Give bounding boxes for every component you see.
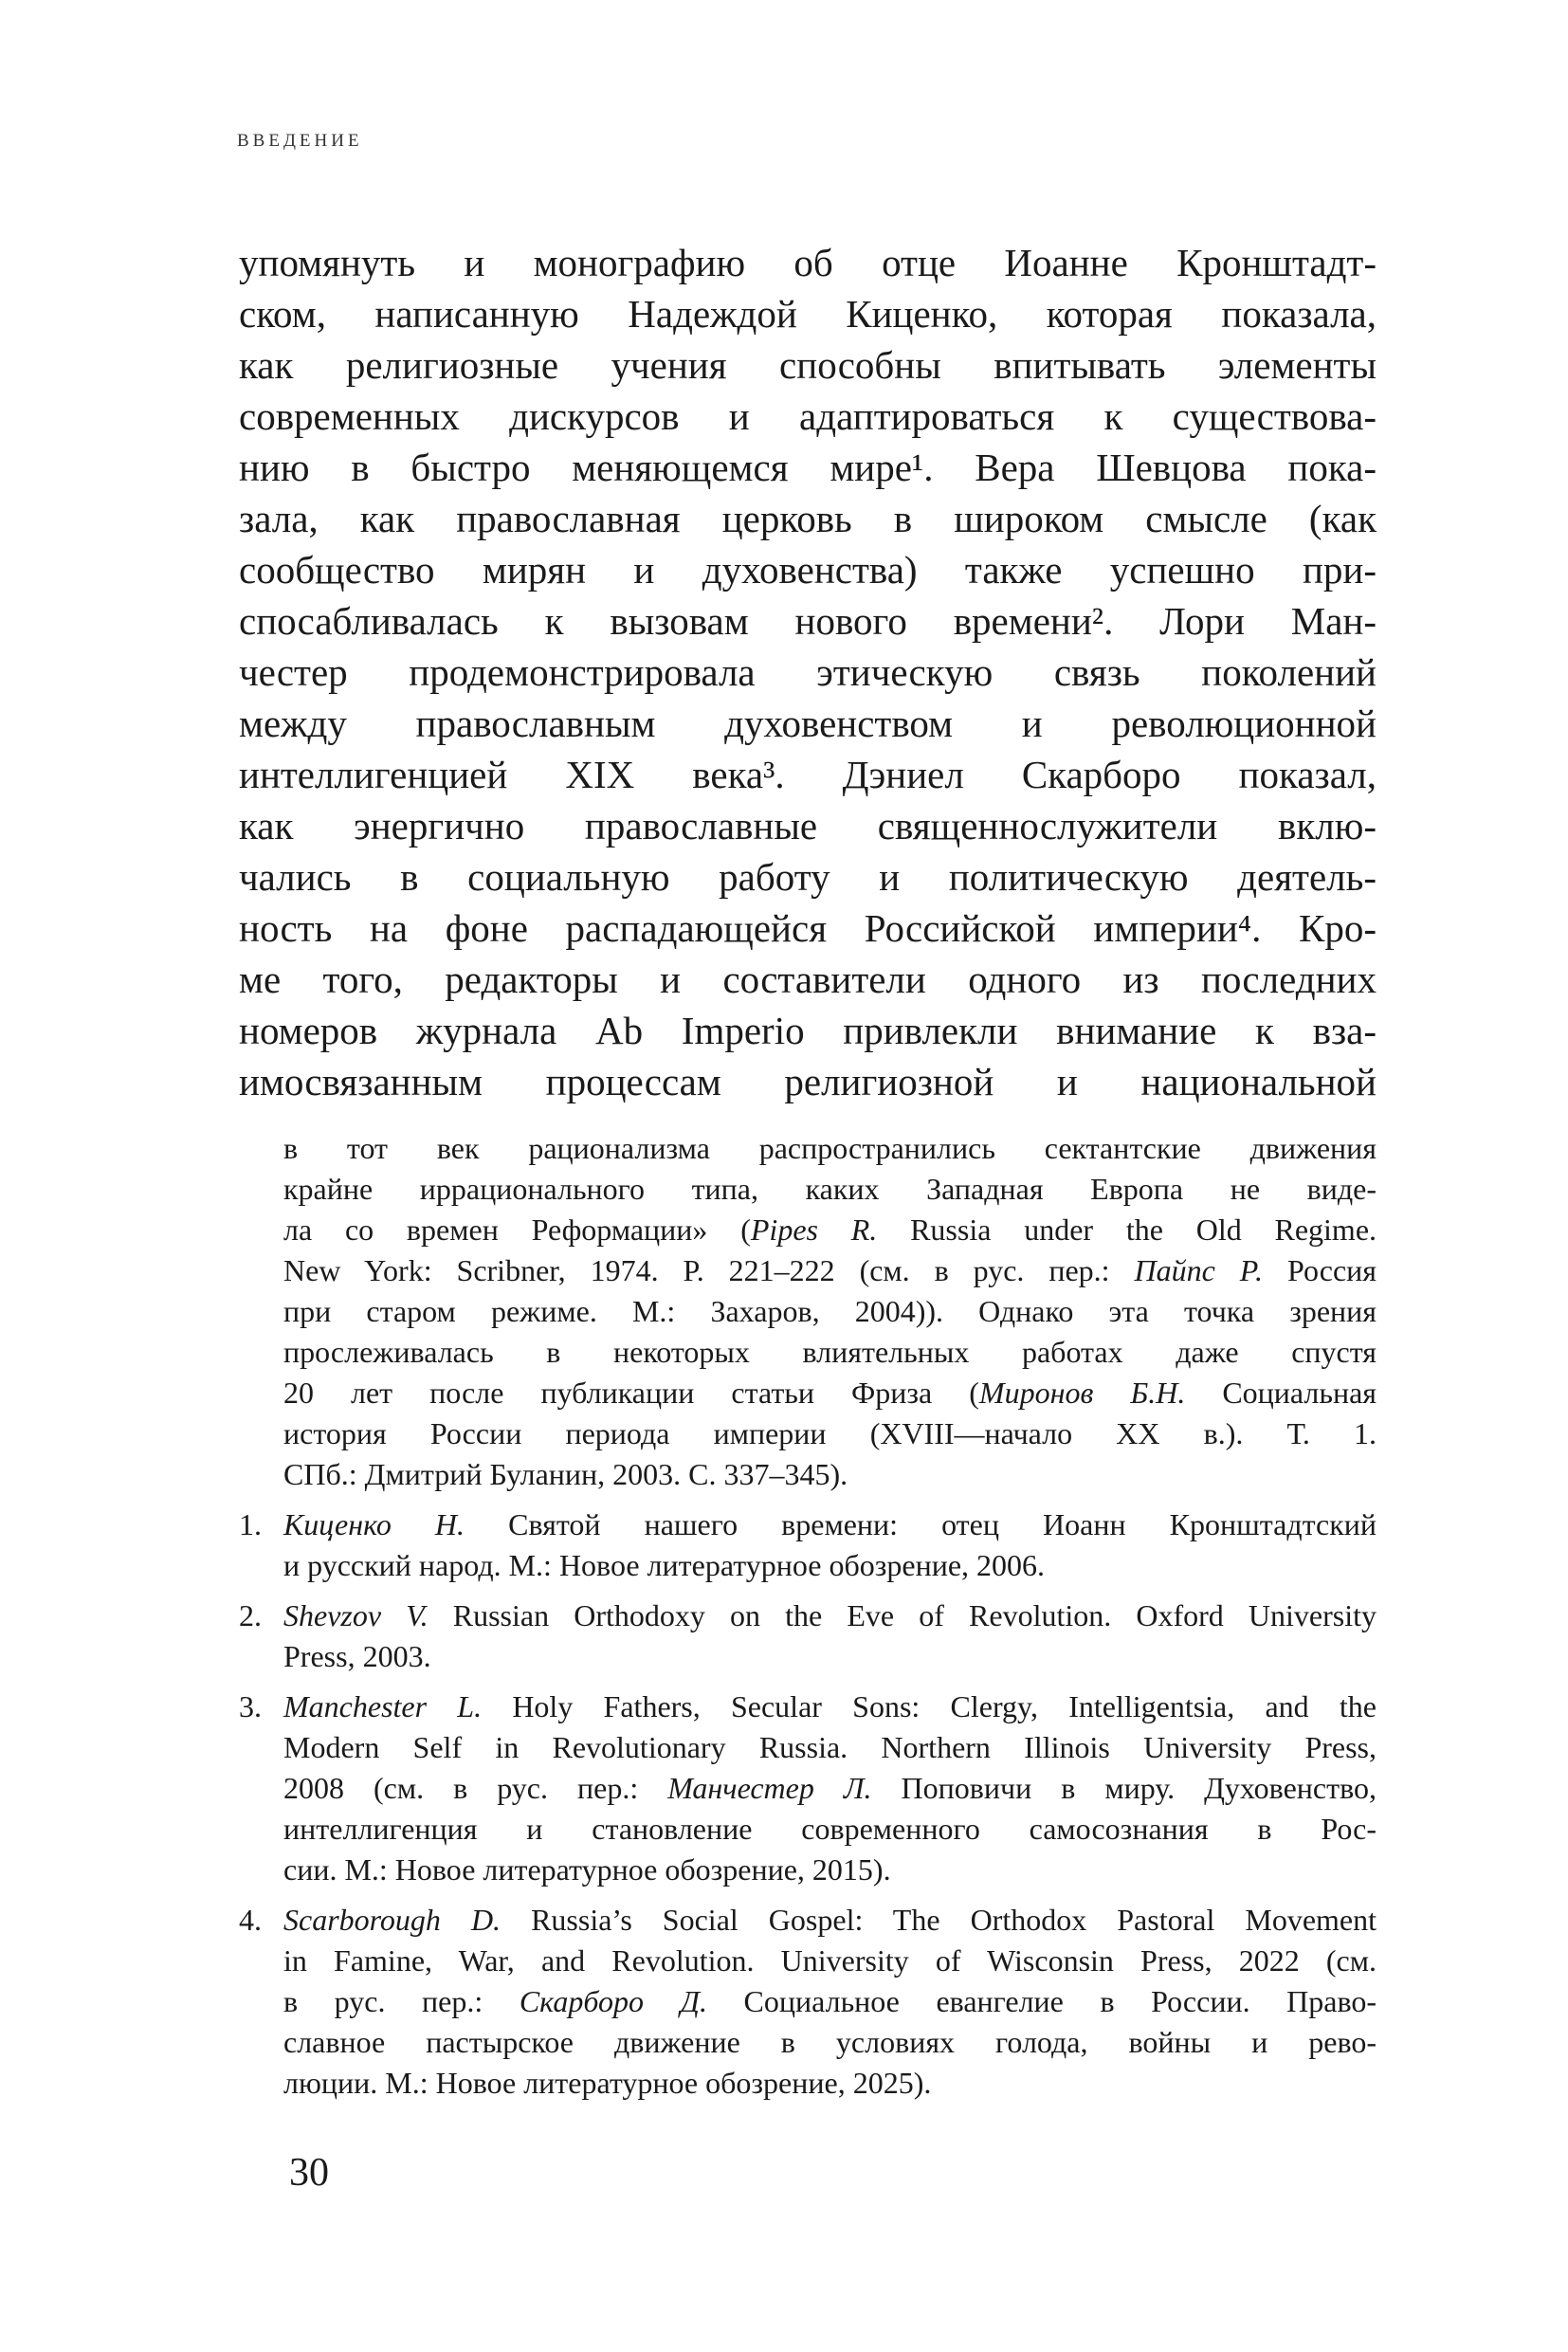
- footnote: [239, 1504, 1377, 1586]
- text-line: [283, 1454, 1377, 1495]
- body-line: чались в социальную работу и политическую деятель-: [239, 855, 1377, 899]
- body-line: номеров журнала Ab Imperio привлекли внимание к вза-: [239, 1009, 1377, 1052]
- body-line: между православным духовенством и революционной: [239, 702, 1377, 745]
- footnote-number: 2.: [239, 1598, 262, 1632]
- text-line: [283, 1727, 1377, 1768]
- text-line: [283, 1332, 1377, 1373]
- text-run: 2008 (см. в рус. пер.:: [283, 1771, 668, 1805]
- body-line: имосвязанным процессам религиозной и национальной: [239, 1060, 1377, 1103]
- text-line: [283, 1981, 1377, 2022]
- text-run: интеллигенция и становление современного самосознания в Рос-: [283, 1812, 1377, 1846]
- italic-author: Скарборо Д.: [519, 1984, 707, 2018]
- body-line: интеллигенцией XIX века³. Дэниел Скарборо показал,: [239, 753, 1377, 796]
- footnote-continuation: [239, 1128, 1377, 1495]
- running-head: ВВЕДЕНИЕ: [237, 131, 363, 151]
- text-run: Press, 2003.: [283, 1639, 431, 1673]
- body-text: [239, 237, 1377, 1107]
- italic-author: Scarborough D.: [283, 1903, 501, 1937]
- body-line: ме того, редакторы и составители одного из последних: [239, 957, 1377, 1001]
- text-line: [283, 1636, 1377, 1677]
- text-line: [283, 2063, 1377, 2104]
- text-run: прослеживалась в некоторых влиятельных работах даже спустя: [283, 1335, 1377, 1369]
- text-run: крайне иррационального типа, каких Западная Европа не виде-: [283, 1172, 1377, 1206]
- text-run: Социальная: [1185, 1376, 1377, 1410]
- text-run: история России периода империи (XVIII—начало XX в.). Т. 1.: [283, 1416, 1377, 1450]
- text-line: [283, 1941, 1377, 1981]
- footnote-number: 1.: [239, 1507, 262, 1541]
- body-line: современных дискурсов и адаптироваться к существова-: [239, 394, 1377, 438]
- text-line: [283, 1809, 1377, 1850]
- text-line: [283, 1210, 1377, 1250]
- footnote: [239, 1900, 1377, 2104]
- text-line: [283, 1900, 1377, 1941]
- body-line: как религиозные учения способны впитывать элементы: [239, 343, 1377, 387]
- text-run: Russia’s Social Gospel: The Orthodox Pastoral Movement: [501, 1903, 1377, 1937]
- text-run: Modern Self in Revolutionary Russia. Northern Illinois University Press,: [283, 1730, 1377, 1764]
- body-line: ность на фоне распадающейся Российской империи⁴. Кро-: [239, 906, 1377, 950]
- italic-author: Manchester L.: [283, 1689, 483, 1723]
- italic-author: Киценко Н.: [283, 1507, 465, 1541]
- footnote: [239, 1595, 1377, 1677]
- italic-author: Манчестер Л.: [667, 1771, 872, 1805]
- body-line: как энергично православные священнослужители вклю-: [239, 804, 1377, 848]
- footnote-number: 4.: [239, 1903, 262, 1937]
- footnotes: [239, 1128, 1377, 2104]
- italic-author: Пайпс Р.: [1134, 1253, 1264, 1287]
- footnote-number: 3.: [239, 1689, 262, 1723]
- text-line: [283, 2022, 1377, 2063]
- text-line: [283, 1504, 1377, 1545]
- italic-author: Миронов Б.Н.: [978, 1376, 1186, 1410]
- text-run: Социальное евангелие в России. Право-: [706, 1984, 1377, 2018]
- text-line: [283, 1595, 1377, 1636]
- text-run: СПб.: Дмитрий Буланин, 2003. С. 337–345).: [283, 1457, 848, 1491]
- text-run: и русский народ. М.: Новое литературное обозрение, 2006.: [283, 1548, 1046, 1582]
- body-line: нию в быстро меняющемся мире¹. Вера Шевцова пока-: [239, 446, 1377, 489]
- text-line: [283, 1413, 1377, 1454]
- body-line: спосабливалась к вызовам нового времени². Лори Ман-: [239, 599, 1377, 643]
- text-line: [283, 1291, 1377, 1332]
- text-line: [283, 1169, 1377, 1210]
- text-run: New York: Scribner, 1974. P. 221–222 (см. в рус. пер.:: [283, 1253, 1135, 1287]
- body-line: честер продемонстрировала этическую связь поколений: [239, 650, 1377, 694]
- text-line: [283, 1373, 1377, 1413]
- text-run: при старом режиме. М.: Захаров, 2004)). Однако эта точка зрения: [283, 1294, 1377, 1328]
- text-run: в тот век рационализма распространились сектантские движения: [283, 1131, 1377, 1165]
- text-run: Поповичи в миру. Духовенство,: [871, 1771, 1377, 1805]
- body-line: сообщество мирян и духовенства) также успешно при-: [239, 548, 1377, 592]
- text-run: in Famine, War, and Revolution. University of Wisconsin Press, 2022 (см.: [283, 1943, 1377, 1978]
- text-run: люции. М.: Новое литературное обозрение, 2025).: [283, 2066, 932, 2100]
- page-number: 30: [289, 2151, 329, 2195]
- text-run: славное пастырское движение в условиях голода, войны и рево-: [283, 2025, 1377, 2059]
- italic-author: Shevzov V.: [283, 1598, 428, 1632]
- italic-author: Pipes R.: [750, 1212, 878, 1247]
- text-line: [283, 1768, 1377, 1809]
- footnote: [239, 1687, 1377, 1890]
- text-run: сии. М.: Новое литературное обозрение, 2015).: [283, 1852, 891, 1887]
- text-run: Russian Orthodoxy on the Eve of Revolution. Oxford University: [428, 1598, 1377, 1632]
- text-run: 20 лет после публикации статьи Фриза (: [283, 1376, 979, 1410]
- text-run: Святой нашего времени: отец Иоанн Кронштадтский: [465, 1507, 1377, 1541]
- text-run: в рус. пер.:: [283, 1984, 520, 2018]
- text-run: ла со времен Реформации» (: [283, 1212, 751, 1247]
- text-run: Russia under the Old Regime.: [877, 1212, 1377, 1247]
- text-line: [283, 1250, 1377, 1291]
- body-line: ском, написанную Надеждой Киценко, которая показала,: [239, 292, 1377, 336]
- text-run: Holy Fathers, Secular Sons: Clergy, Intelligentsia, and the: [482, 1689, 1377, 1723]
- text-line: [283, 1850, 1377, 1890]
- text-line: [283, 1687, 1377, 1727]
- body-line: упомянуть и монографию об отце Иоанне Кронштадт-: [239, 241, 1377, 284]
- body-line: зала, как православная церковь в широком смысле (как: [239, 497, 1377, 540]
- text-line: [283, 1545, 1377, 1586]
- text-run: Россия: [1263, 1253, 1377, 1287]
- text-line: [283, 1128, 1377, 1169]
